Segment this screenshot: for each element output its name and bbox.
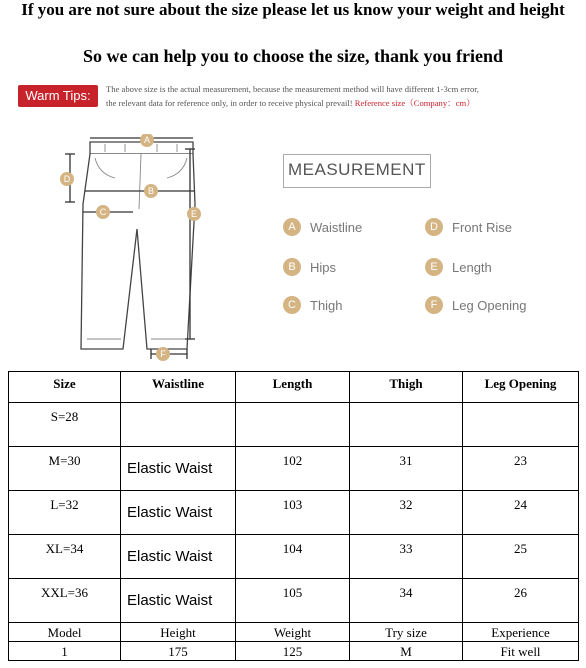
legend-label-length: Length bbox=[452, 259, 492, 275]
model-header-cell: Weight bbox=[236, 623, 350, 642]
table-row bbox=[9, 535, 579, 579]
warm-tips-text bbox=[106, 82, 576, 110]
table-cell: 24 bbox=[463, 491, 579, 535]
table-cell: XL=34 bbox=[9, 535, 121, 579]
legend-leg-opening bbox=[425, 296, 526, 314]
table-cell: 33 bbox=[350, 535, 463, 579]
legend-dot-f: F bbox=[425, 296, 443, 314]
size-chart-table bbox=[8, 371, 579, 661]
legend-dot-a: A bbox=[283, 218, 301, 236]
warm-tips-line1: The above size is the actual measurement, because the measurement method will have different 1-3cm error, bbox=[106, 84, 479, 94]
marker-a: A bbox=[143, 135, 151, 145]
model-header-cell: Height bbox=[121, 623, 236, 642]
table-cell: 103 bbox=[236, 491, 350, 535]
table-cell bbox=[236, 403, 350, 447]
legend-dot-d: D bbox=[425, 218, 443, 236]
header-cell: Waistline bbox=[121, 372, 236, 403]
header-cell: Leg Opening bbox=[463, 372, 579, 403]
legend-thigh bbox=[283, 296, 343, 314]
legend-hips bbox=[283, 258, 336, 276]
model-header-cell: Experience bbox=[463, 623, 579, 642]
table-cell: Elastic Waist bbox=[121, 535, 236, 579]
legend-label-leg-opening: Leg Opening bbox=[452, 297, 527, 313]
table-cell: Elastic Waist bbox=[121, 491, 236, 535]
pants-illustration bbox=[15, 134, 245, 366]
table-row bbox=[9, 403, 579, 447]
legend-label-thigh: Thigh bbox=[310, 297, 343, 313]
legend-waistline bbox=[283, 218, 362, 236]
table-cell: 104 bbox=[236, 535, 350, 579]
table-row bbox=[9, 579, 579, 623]
table-cell: L=32 bbox=[9, 491, 121, 535]
table-cell: XXL=36 bbox=[9, 579, 121, 623]
legend-label-front-rise: Front Rise bbox=[452, 219, 512, 235]
legend-dot-e: E bbox=[425, 258, 443, 276]
table-cell: 23 bbox=[463, 447, 579, 491]
table-cell: 32 bbox=[350, 491, 463, 535]
table-cell bbox=[121, 403, 236, 447]
model-cell: Fit well bbox=[463, 642, 579, 661]
table-cell: 25 bbox=[463, 535, 579, 579]
table-cell: Elastic Waist bbox=[121, 579, 236, 623]
table-cell: 102 bbox=[236, 447, 350, 491]
warm-tips-badge: Warm Tips: bbox=[18, 85, 98, 107]
table-cell bbox=[463, 403, 579, 447]
headline-help-choose: So we can help you to choose the size, thank you friend bbox=[82, 46, 504, 66]
model-cell: 125 bbox=[236, 642, 350, 661]
table-row bbox=[9, 447, 579, 491]
legend-front-rise bbox=[425, 218, 512, 236]
header-cell: Length bbox=[236, 372, 350, 403]
table-cell: 34 bbox=[350, 579, 463, 623]
warm-tips-line2: the relevant data for reference only, in order to receive physical prevail! bbox=[106, 98, 353, 108]
model-header-cell: Model bbox=[9, 623, 121, 642]
model-row bbox=[9, 642, 579, 661]
table-cell: Elastic Waist bbox=[121, 447, 236, 491]
marker-c: C bbox=[99, 207, 107, 217]
model-cell: M bbox=[350, 642, 463, 661]
marker-d: D bbox=[63, 174, 71, 184]
legend-dot-b: B bbox=[283, 258, 301, 276]
model-header-cell: Try size bbox=[350, 623, 463, 642]
table-cell: 105 bbox=[236, 579, 350, 623]
measurement-title-box bbox=[283, 154, 431, 188]
marker-b: B bbox=[147, 186, 155, 196]
marker-e: E bbox=[190, 209, 198, 219]
legend-length bbox=[425, 258, 492, 276]
warm-tips bbox=[18, 82, 573, 118]
legend-label-hips: Hips bbox=[310, 259, 337, 275]
table-cell: 26 bbox=[463, 579, 579, 623]
header-cell: Size bbox=[9, 372, 121, 403]
table-cell bbox=[350, 403, 463, 447]
model-cell: 175 bbox=[121, 642, 236, 661]
table-header-row bbox=[9, 372, 579, 403]
headline-weight-height: If you are not sure about the size please let us know your weight and height bbox=[21, 0, 565, 19]
reference-size-note: Reference size（Company：cm） bbox=[354, 98, 475, 108]
header-cell: Thigh bbox=[350, 372, 463, 403]
model-header-row bbox=[9, 623, 579, 642]
measurement-title: MEASUREMENT bbox=[288, 160, 426, 179]
measurement-diagram bbox=[15, 134, 573, 366]
legend-label-waistline: Waistline bbox=[310, 219, 363, 235]
marker-f: F bbox=[160, 349, 166, 359]
table-cell: M=30 bbox=[9, 447, 121, 491]
table-cell: S=28 bbox=[9, 403, 121, 447]
legend-dot-c: C bbox=[283, 296, 301, 314]
model-cell: 1 bbox=[9, 642, 121, 661]
table-row bbox=[9, 491, 579, 535]
table-cell: 31 bbox=[350, 447, 463, 491]
